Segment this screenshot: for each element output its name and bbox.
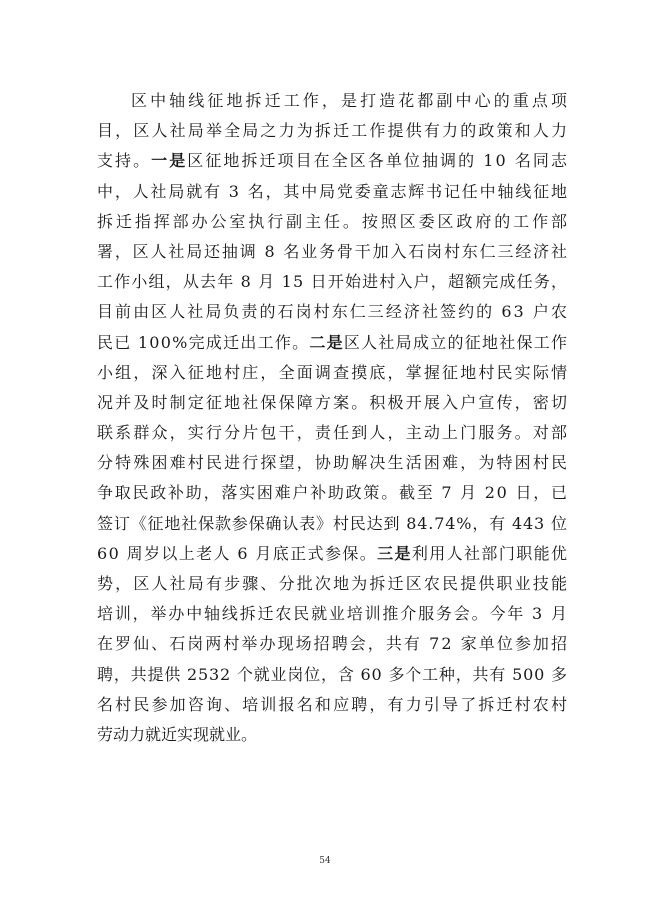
text-run: 劳动力就近实现就业。 (97, 724, 258, 744)
text-line (97, 599, 567, 629)
text-run: 目，区人社局举全局之力为拆迁工作提供有力的政策和人力 (97, 121, 570, 141)
text-line-content (97, 358, 569, 388)
text-line-content (97, 237, 569, 267)
text-line-content (97, 418, 569, 448)
text-run: 争取民政补助，落实困难户补助政策。截至 7 月 20 日，已 (97, 483, 569, 503)
text-run: 况并及时制定征地社保保障方案。积极开展入户宣传，密切 (97, 392, 570, 412)
text-line (97, 297, 570, 327)
text-line (97, 328, 567, 358)
text-run: 势，区人社局有步骤、分批次地为拆迁区农民提供职业技能 (97, 574, 570, 593)
text-run: 小组，深入征地村庄，全面调查摸底，掌握征地村民实际情 (97, 362, 570, 382)
text-line-content (97, 599, 569, 629)
text-run: 名村民参加咨询、培训报名和应聘，有力引导了拆迁村农村 (97, 694, 570, 714)
emphasis-text: 三是 (377, 543, 412, 563)
text-run: 60 周岁以上老人 6 月底正式参保。 (97, 543, 378, 563)
text-line (97, 207, 570, 237)
text-line (97, 448, 570, 478)
text-line (97, 86, 571, 116)
text-line (97, 267, 567, 297)
text-line-content (97, 207, 570, 237)
text-line-content (97, 569, 569, 599)
text-line (97, 660, 567, 690)
text-line-content (97, 328, 568, 358)
text-run: 署，区人社局还抽调 8 名业务骨干加入石岗村东仁三经济社 (97, 241, 569, 261)
text-line-content (131, 86, 570, 116)
text-run: 区征地拆迁项目在全区各单位抽调的 10 名同志 (187, 151, 570, 171)
text-line-content (97, 116, 569, 146)
text-line-content (97, 660, 568, 690)
text-run: 中，人社局就有 3 名，其中局党委童志辉书记任中轴线征地 (97, 181, 569, 201)
text-run: 签订《征地社保款参保确认表》村民达到 84.74%，有 443 位 (97, 513, 568, 533)
text-line-content (97, 509, 568, 539)
text-line (97, 569, 570, 599)
text-line-content (97, 629, 569, 659)
text-line (97, 237, 567, 267)
text-line (97, 388, 570, 418)
text-run: 区中轴线征地拆迁工作，是打造花都副中心的重点项 (131, 91, 571, 110)
text-run: 联系群众，实行分片包干，责任到人，主动上门服务。对部 (97, 423, 570, 443)
text-run: 工作小组，从去年 8 月 15 日开始进村入户，超额完成任务， (97, 272, 569, 292)
text-line (97, 539, 567, 569)
text-line (97, 177, 567, 207)
text-line (97, 418, 570, 448)
text-run: 目前由区人社局负责的石岗村东仁三经济社签约的 63 户农 (97, 302, 570, 322)
emphasis-text: 一是 (151, 151, 188, 171)
text-line (97, 146, 570, 176)
text-run: 聘，共提供 2532 个就业岗位，含 60 多个工种，共有 500 多 (97, 664, 568, 684)
text-run: 区人社局成立的征地社保工作 (343, 332, 569, 352)
text-line-content (97, 448, 569, 478)
text-line (97, 690, 570, 720)
emphasis-text: 二是 (309, 332, 344, 352)
text-line (97, 478, 567, 508)
text-line-content (97, 720, 257, 750)
text-run: 培训，举办中轴线拆迁农民就业培训推介服务会。今年 3 月 (97, 604, 569, 624)
text-line (97, 358, 570, 388)
text-line (97, 509, 567, 539)
text-run: 支持。 (97, 151, 152, 171)
body-paragraph (97, 86, 571, 750)
text-line (97, 720, 567, 750)
text-line-content (97, 539, 568, 569)
text-run: 分特殊困难村民进行探望，协助解决生活困难，为特困村民 (97, 453, 570, 473)
page-number: 54 (319, 856, 331, 866)
text-line-content (97, 388, 569, 418)
text-run: 利用人社部门职能优 (411, 543, 569, 563)
text-line-content (97, 177, 569, 207)
text-line-content (97, 478, 569, 508)
text-line-content (97, 297, 569, 327)
text-line-content (97, 146, 569, 176)
text-line (97, 629, 570, 659)
text-run: 在罗仙、石岗两村举办现场招聘会，共有 72 家单位参加招 (97, 634, 570, 654)
text-line (97, 116, 570, 146)
text-run: 拆迁指挥部办公室执行副主任。按照区委区政府的工作部 (97, 211, 570, 231)
text-line-content (97, 267, 568, 297)
text-line-content (97, 690, 569, 720)
text-run: 民已 100%完成迁出工作。 (97, 332, 310, 352)
